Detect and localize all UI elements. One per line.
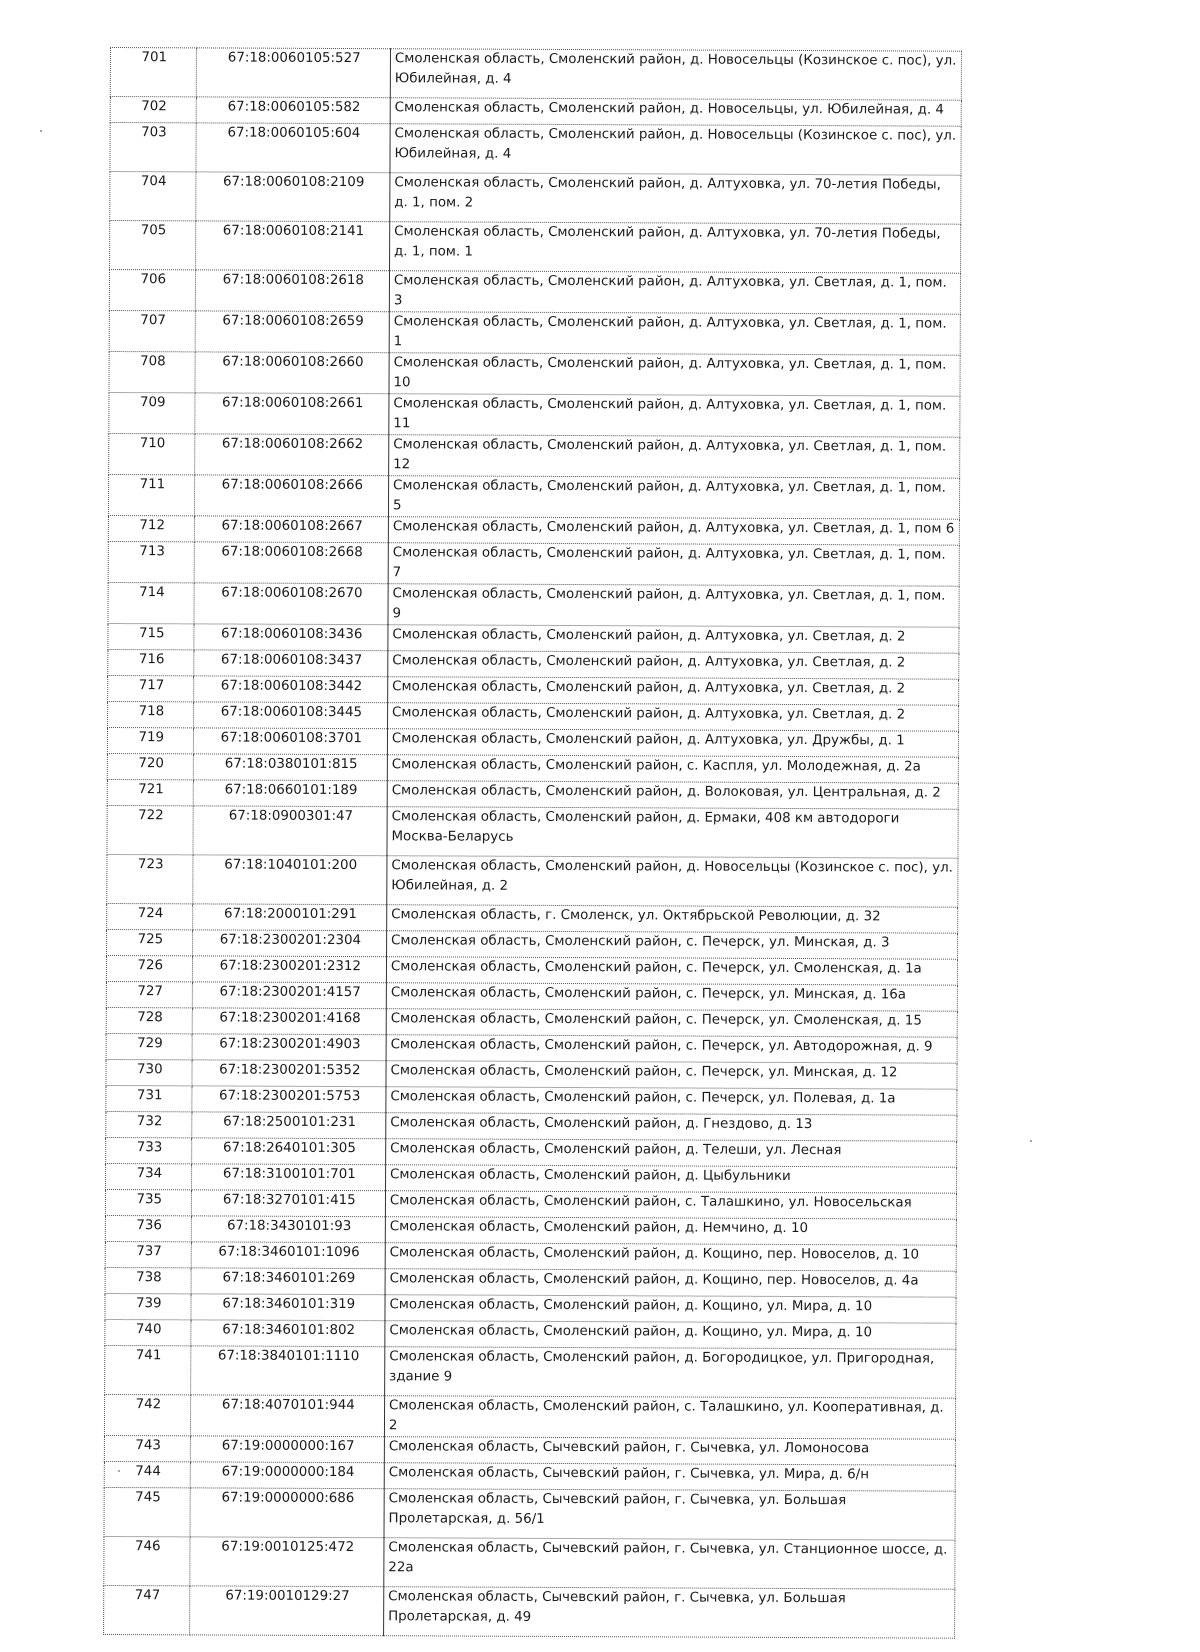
- table-row: [106, 1033, 957, 1063]
- table-row: [108, 623, 959, 653]
- row-number: 731: [106, 1085, 192, 1111]
- cadastral-number: 67:18:2500101:231: [191, 1112, 385, 1139]
- table-row: [109, 270, 960, 315]
- table-row: [105, 1345, 956, 1398]
- cadastral-number: 67:18:0060108:2670: [194, 583, 389, 625]
- property-address: Смоленская область, Смоленский район, с. Печерск, ул. Минская, д. 12: [386, 1061, 957, 1089]
- property-address: Смоленская область, Смоленский район, д. Алтуховка, ул. Светлая, д. 2: [388, 677, 959, 705]
- property-address: Смоленская область, Смоленский район, д. Алтуховка, ул. 70-летия Победы, д. 1, пом. 1: [389, 222, 960, 273]
- table-row: [110, 48, 961, 101]
- table-row: [107, 903, 958, 933]
- table-row: [108, 701, 959, 731]
- property-address: Смоленская область, Смоленский район, с. Печерск, ул. Минская, д. 3: [386, 931, 957, 959]
- property-address: Смоленская область, Сычевский район, г. Сычевка, ул. Большая Пролетарская, д. 56/1: [384, 1489, 955, 1540]
- property-address: Смоленская область, Смоленский район, д. Алтуховка, ул. Светлая, д. 2: [388, 625, 959, 653]
- table-row: [107, 727, 958, 757]
- table-row: [108, 675, 959, 705]
- property-address: Смоленская область, Смоленский район, д. Новосельцы (Козинское с. пос), ул. Юбилейная, д. 4: [390, 49, 961, 100]
- cadastral-number: 67:18:0060108:2618: [195, 270, 390, 312]
- scan-speck: [118, 1470, 120, 1472]
- row-number: 744: [104, 1461, 190, 1487]
- row-number: 729: [106, 1033, 192, 1059]
- table-row: [106, 1059, 957, 1089]
- row-number: 727: [106, 981, 192, 1007]
- cadastral-number: 67:18:0060108:3442: [193, 676, 387, 703]
- table-row: [107, 753, 958, 783]
- cadastral-number: 67:18:2300201:5352: [192, 1060, 386, 1087]
- table-row: [106, 1007, 957, 1037]
- property-address: Смоленская область, Смоленский район, д. Алтуховка, ул. Светлая, д. 1, пом. 12: [389, 435, 960, 478]
- property-address: Смоленская область, Смоленский район, д. Алтуховка, ул. Дружбы, д. 1: [387, 729, 958, 757]
- table-row: [106, 1085, 957, 1115]
- table-row: [106, 1137, 957, 1167]
- property-address: Смоленская область, Смоленский район, д. Алтуховка, ул. 70-летия Победы, д. 1, пом. 2: [390, 173, 961, 224]
- table-row: [106, 1111, 957, 1141]
- cadastral-number: 67:18:2300201:2304: [192, 930, 386, 957]
- row-number: 711: [108, 474, 194, 515]
- cadastral-number: 67:18:0060108:2141: [195, 221, 390, 271]
- row-number: 733: [106, 1137, 192, 1163]
- property-address: Смоленская область, Смоленский район, д. Алтуховка, ул. Светлая, д. 1, пом. 10: [389, 353, 960, 396]
- property-address: Смоленская область, Смоленский район, д. Алтуховка, ул. Светлая, д. 1, пом. 11: [389, 394, 960, 437]
- table-row: [105, 1319, 956, 1349]
- table-row: [105, 1267, 956, 1297]
- property-address: Смоленская область, Смоленский район, д. Алтуховка, ул. Светлая, д. 1, пом 6: [388, 517, 959, 545]
- property-address: Смоленская область, Смоленский район, д. Новосельцы, ул. Юбилейная, д. 4: [390, 98, 961, 126]
- row-number: 745: [104, 1487, 190, 1536]
- table-row: [108, 582, 959, 627]
- table-row: [107, 854, 958, 907]
- property-address: Смоленская область, Смоленский район, д. Алтуховка, ул. Светлая, д. 1, пом. 7: [388, 543, 959, 586]
- property-address: Смоленская область, Сычевский район, г. Сычевка, ул. Большая Пролетарская, д. 49: [384, 1587, 955, 1638]
- row-number: 735: [105, 1189, 191, 1215]
- cadastral-number: 67:18:3460101:1096: [191, 1242, 385, 1269]
- table-row: [104, 1585, 955, 1638]
- cadastral-number: 67:18:4070101:944: [190, 1395, 385, 1437]
- table-row: [107, 929, 958, 959]
- table-row: [105, 1215, 956, 1245]
- property-address: Смоленская область, Смоленский район, д. Новосельцы (Козинское с. пос), ул. Юбилейная, д. 2: [387, 856, 958, 907]
- cadastral-number: 67:18:0060105:604: [196, 123, 391, 173]
- cadastral-number: 67:18:0060108:2661: [194, 393, 389, 435]
- table-row: [105, 1189, 956, 1219]
- row-number: 708: [109, 351, 195, 392]
- row-number: 702: [110, 97, 196, 123]
- row-number: 719: [107, 727, 193, 753]
- property-address: Смоленская область, Сычевский район, г. Сычевка, ул. Мира, д. 6/н: [384, 1463, 955, 1491]
- cadastral-number: 67:18:3460101:319: [191, 1294, 385, 1321]
- cadastral-number: 67:18:2300201:4903: [192, 1034, 386, 1061]
- property-address: Смоленская область, Смоленский район, с. Каспля, ул. Молодежная, д. 2а: [387, 755, 958, 783]
- row-number: 716: [108, 649, 194, 675]
- cadastral-number: 67:18:0060108:2668: [194, 542, 389, 584]
- property-address: Смоленская область, Смоленский район, д. Кощино, пер. Новоселов, д. 10: [385, 1243, 956, 1271]
- row-number: 737: [105, 1241, 191, 1267]
- row-number: 713: [108, 541, 194, 582]
- cadastral-number: 67:18:0060108:3436: [193, 624, 387, 651]
- cadastral-number: 67:19:0010125:472: [189, 1537, 384, 1587]
- property-address: Смоленская область, Смоленский район, д. Алтуховка, ул. Светлая, д. 1, пом. 3: [389, 271, 960, 314]
- cadastral-number: 67:19:0000000:184: [190, 1462, 384, 1489]
- registry-rows: [104, 48, 962, 1639]
- cadastral-number: 67:18:0060108:2662: [194, 434, 389, 476]
- property-address: Смоленская область, Смоленский район, с. Печерск, ул. Полевая, д. 1а: [386, 1087, 957, 1115]
- cadastral-number: 67:18:3100101:701: [191, 1164, 385, 1191]
- table-row: [104, 1394, 955, 1439]
- row-number: 728: [106, 1007, 192, 1033]
- row-number: 747: [104, 1585, 190, 1634]
- table-row: [109, 433, 960, 478]
- row-number: 736: [105, 1215, 191, 1241]
- cadastral-number: 67:18:0060105:582: [196, 97, 390, 124]
- cadastral-number: 67:18:0900301:47: [193, 806, 388, 856]
- property-address: Смоленская область, Смоленский район, д. Гнездово, д. 13: [386, 1113, 957, 1141]
- property-address: Смоленская область, г. Смоленск, ул. Октябрьской Революции, д. 32: [387, 905, 958, 933]
- row-number: 723: [107, 854, 193, 903]
- row-number: 717: [108, 675, 194, 701]
- table-row: [105, 1241, 956, 1271]
- table-row: [108, 474, 959, 519]
- cadastral-number: 67:18:3430101:93: [191, 1216, 385, 1243]
- cadastral-number: 67:19:0000000:686: [190, 1488, 385, 1538]
- scan-speck: [40, 130, 42, 132]
- table-row: [106, 1163, 957, 1193]
- property-address: Смоленская область, Смоленский район, д. Алтуховка, ул. Светлая, д. 2: [387, 703, 958, 731]
- table-row: [107, 779, 958, 809]
- table-row: [104, 1435, 955, 1465]
- property-address: Смоленская область, Сычевский район, г. Сычевка, ул. Ломоносова: [384, 1437, 955, 1465]
- row-number: 743: [104, 1435, 190, 1461]
- cadastral-number: 67:18:3460101:802: [190, 1320, 384, 1347]
- row-number: 724: [107, 903, 193, 929]
- property-address: Смоленская область, Смоленский район, д. Новосельцы (Козинское с. пос), ул. Юбилейная, д. 4: [390, 124, 961, 175]
- property-address: Смоленская область, Смоленский район, д. Алтуховка, ул. Светлая, д. 1, пом. 1: [389, 312, 960, 355]
- table-row: [104, 1487, 955, 1540]
- row-number: 714: [108, 582, 194, 623]
- row-number: 712: [108, 515, 194, 541]
- row-number: 715: [108, 623, 194, 649]
- cadastral-number: 67:18:2300201:2312: [192, 956, 386, 983]
- table-row: [107, 805, 958, 858]
- row-number: 739: [105, 1293, 191, 1319]
- cadastral-number: 67:18:0380101:815: [193, 754, 387, 781]
- table-row: [108, 649, 959, 679]
- property-address: Смоленская область, Смоленский район, д. Богородицкое, ул. Пригородная, здание 9: [385, 1347, 956, 1398]
- table-row: [106, 981, 957, 1011]
- row-number: 709: [109, 392, 195, 433]
- row-number: 706: [109, 270, 195, 311]
- row-number: 703: [110, 123, 196, 172]
- property-registry-table: [103, 47, 962, 1639]
- row-number: 742: [104, 1394, 190, 1435]
- property-address: Смоленская область, Смоленский район, д. Ермаки, 408 км автодороги Москва-Беларусь: [387, 807, 958, 858]
- cadastral-number: 67:18:0060105:527: [196, 48, 391, 98]
- cadastral-number: 67:18:0060108:3437: [193, 650, 387, 677]
- property-address: Смоленская область, Смоленский район, д. Кощино, ул. Мира, д. 10: [385, 1295, 956, 1323]
- cadastral-number: 67:18:2300201:4168: [192, 1008, 386, 1035]
- property-address: Смоленская область, Смоленский район, д. Волоковая, ул. Центральная, д. 2: [387, 781, 958, 809]
- table-row: [108, 541, 959, 586]
- cadastral-number: 67:18:2640101:305: [191, 1138, 385, 1165]
- table-row: [110, 172, 961, 225]
- cadastral-number: 67:19:0000000:167: [190, 1436, 384, 1463]
- row-number: 705: [110, 221, 196, 270]
- cadastral-number: 67:18:3460101:269: [191, 1268, 385, 1295]
- table-row: [110, 97, 961, 127]
- cadastral-number: 67:18:0060108:2666: [194, 475, 389, 517]
- row-number: 718: [108, 701, 194, 727]
- table-row: [104, 1461, 955, 1491]
- property-address: Смоленская область, Смоленский район, д. Цыбульники: [385, 1165, 956, 1193]
- table-row: [109, 310, 960, 355]
- cadastral-number: 67:18:3270101:415: [191, 1190, 385, 1217]
- cadastral-number: 67:18:1040101:200: [192, 855, 387, 905]
- property-address: Смоленская область, Смоленский район, с. Печерск, ул. Смоленская, д. 15: [386, 1009, 957, 1037]
- row-number: 725: [107, 929, 193, 955]
- cadastral-number: 67:19:0010129:27: [189, 1586, 384, 1636]
- row-number: 730: [106, 1059, 192, 1085]
- row-number: 726: [106, 955, 192, 981]
- row-number: 721: [107, 779, 193, 805]
- property-address: Смоленская область, Смоленский район, д. Кощино, пер. Новоселов, д. 4а: [385, 1269, 956, 1297]
- property-address: Смоленская область, Смоленский район, с. Печерск, ул. Автодорожная, д. 9: [386, 1035, 957, 1063]
- cadastral-number: 67:18:2300201:5753: [191, 1086, 385, 1113]
- table-row: [110, 221, 961, 274]
- row-number: 722: [107, 805, 193, 854]
- cadastral-number: 67:18:0060108:3701: [193, 728, 387, 755]
- row-number: 710: [109, 433, 195, 474]
- property-address: Смоленская область, Смоленский район, д. Алтуховка, ул. Светлая, д. 2: [388, 651, 959, 679]
- row-number: 740: [105, 1319, 191, 1345]
- table-row: [109, 392, 960, 437]
- scan-speck: [1030, 1140, 1032, 1142]
- table-row: [105, 1293, 956, 1323]
- row-number: 741: [105, 1345, 191, 1394]
- row-number: 734: [106, 1163, 192, 1189]
- table-row: [108, 515, 959, 545]
- cadastral-number: 67:18:0060108:2660: [195, 352, 390, 394]
- row-number: 720: [107, 753, 193, 779]
- row-number: 704: [110, 172, 196, 221]
- property-address: Смоленская область, Смоленский район, д. Телеши, ул. Лесная: [386, 1139, 957, 1167]
- table-row: [110, 123, 961, 176]
- cadastral-number: 67:18:0060108:3445: [193, 702, 387, 729]
- property-address: Смоленская область, Смоленский район, д. Кощино, ул. Мира, д. 10: [385, 1321, 956, 1349]
- property-address: Смоленская область, Смоленский район, д. Алтуховка, ул. Светлая, д. 1, пом. 5: [388, 476, 959, 519]
- property-address: Смоленская область, Сычевский район, г. Сычевка, ул. Станционное шоссе, д. 22а: [384, 1538, 955, 1589]
- cadastral-number: 67:18:3840101:1110: [190, 1346, 385, 1396]
- property-address: Смоленская область, Смоленский район, д. Немчино, д. 10: [385, 1217, 956, 1245]
- cadastral-number: 67:18:0060108:2667: [194, 516, 388, 543]
- cadastral-number: 67:18:0060108:2659: [195, 311, 390, 353]
- property-address: Смоленская область, Смоленский район, с. Талашкино, ул. Новосельская: [385, 1191, 956, 1219]
- row-number: 732: [106, 1111, 192, 1137]
- cadastral-number: 67:18:0060108:2109: [195, 172, 390, 222]
- table-row: [104, 1536, 955, 1589]
- row-number: 707: [109, 310, 195, 351]
- cadastral-number: 67:18:0660101:189: [193, 780, 387, 807]
- row-number: 746: [104, 1536, 190, 1585]
- property-address: Смоленская область, Смоленский район, д. Алтуховка, ул. Светлая, д. 1, пом. 9: [388, 584, 959, 627]
- cadastral-number: 67:18:2300201:4157: [192, 982, 386, 1009]
- property-address: Смоленская область, Смоленский район, с. Печерск, ул. Минская, д. 16а: [386, 983, 957, 1011]
- row-number: 738: [105, 1267, 191, 1293]
- table-row: [109, 351, 960, 396]
- property-address: Смоленская область, Смоленский район, с. Печерск, ул. Смоленская, д. 1а: [386, 957, 957, 985]
- property-address: Смоленская область, Смоленский район, с. Талашкино, ул. Кооперативная, д. 2: [384, 1396, 955, 1439]
- cadastral-number: 67:18:2000101:291: [192, 904, 386, 931]
- row-number: 701: [110, 48, 196, 97]
- table-row: [106, 955, 957, 985]
